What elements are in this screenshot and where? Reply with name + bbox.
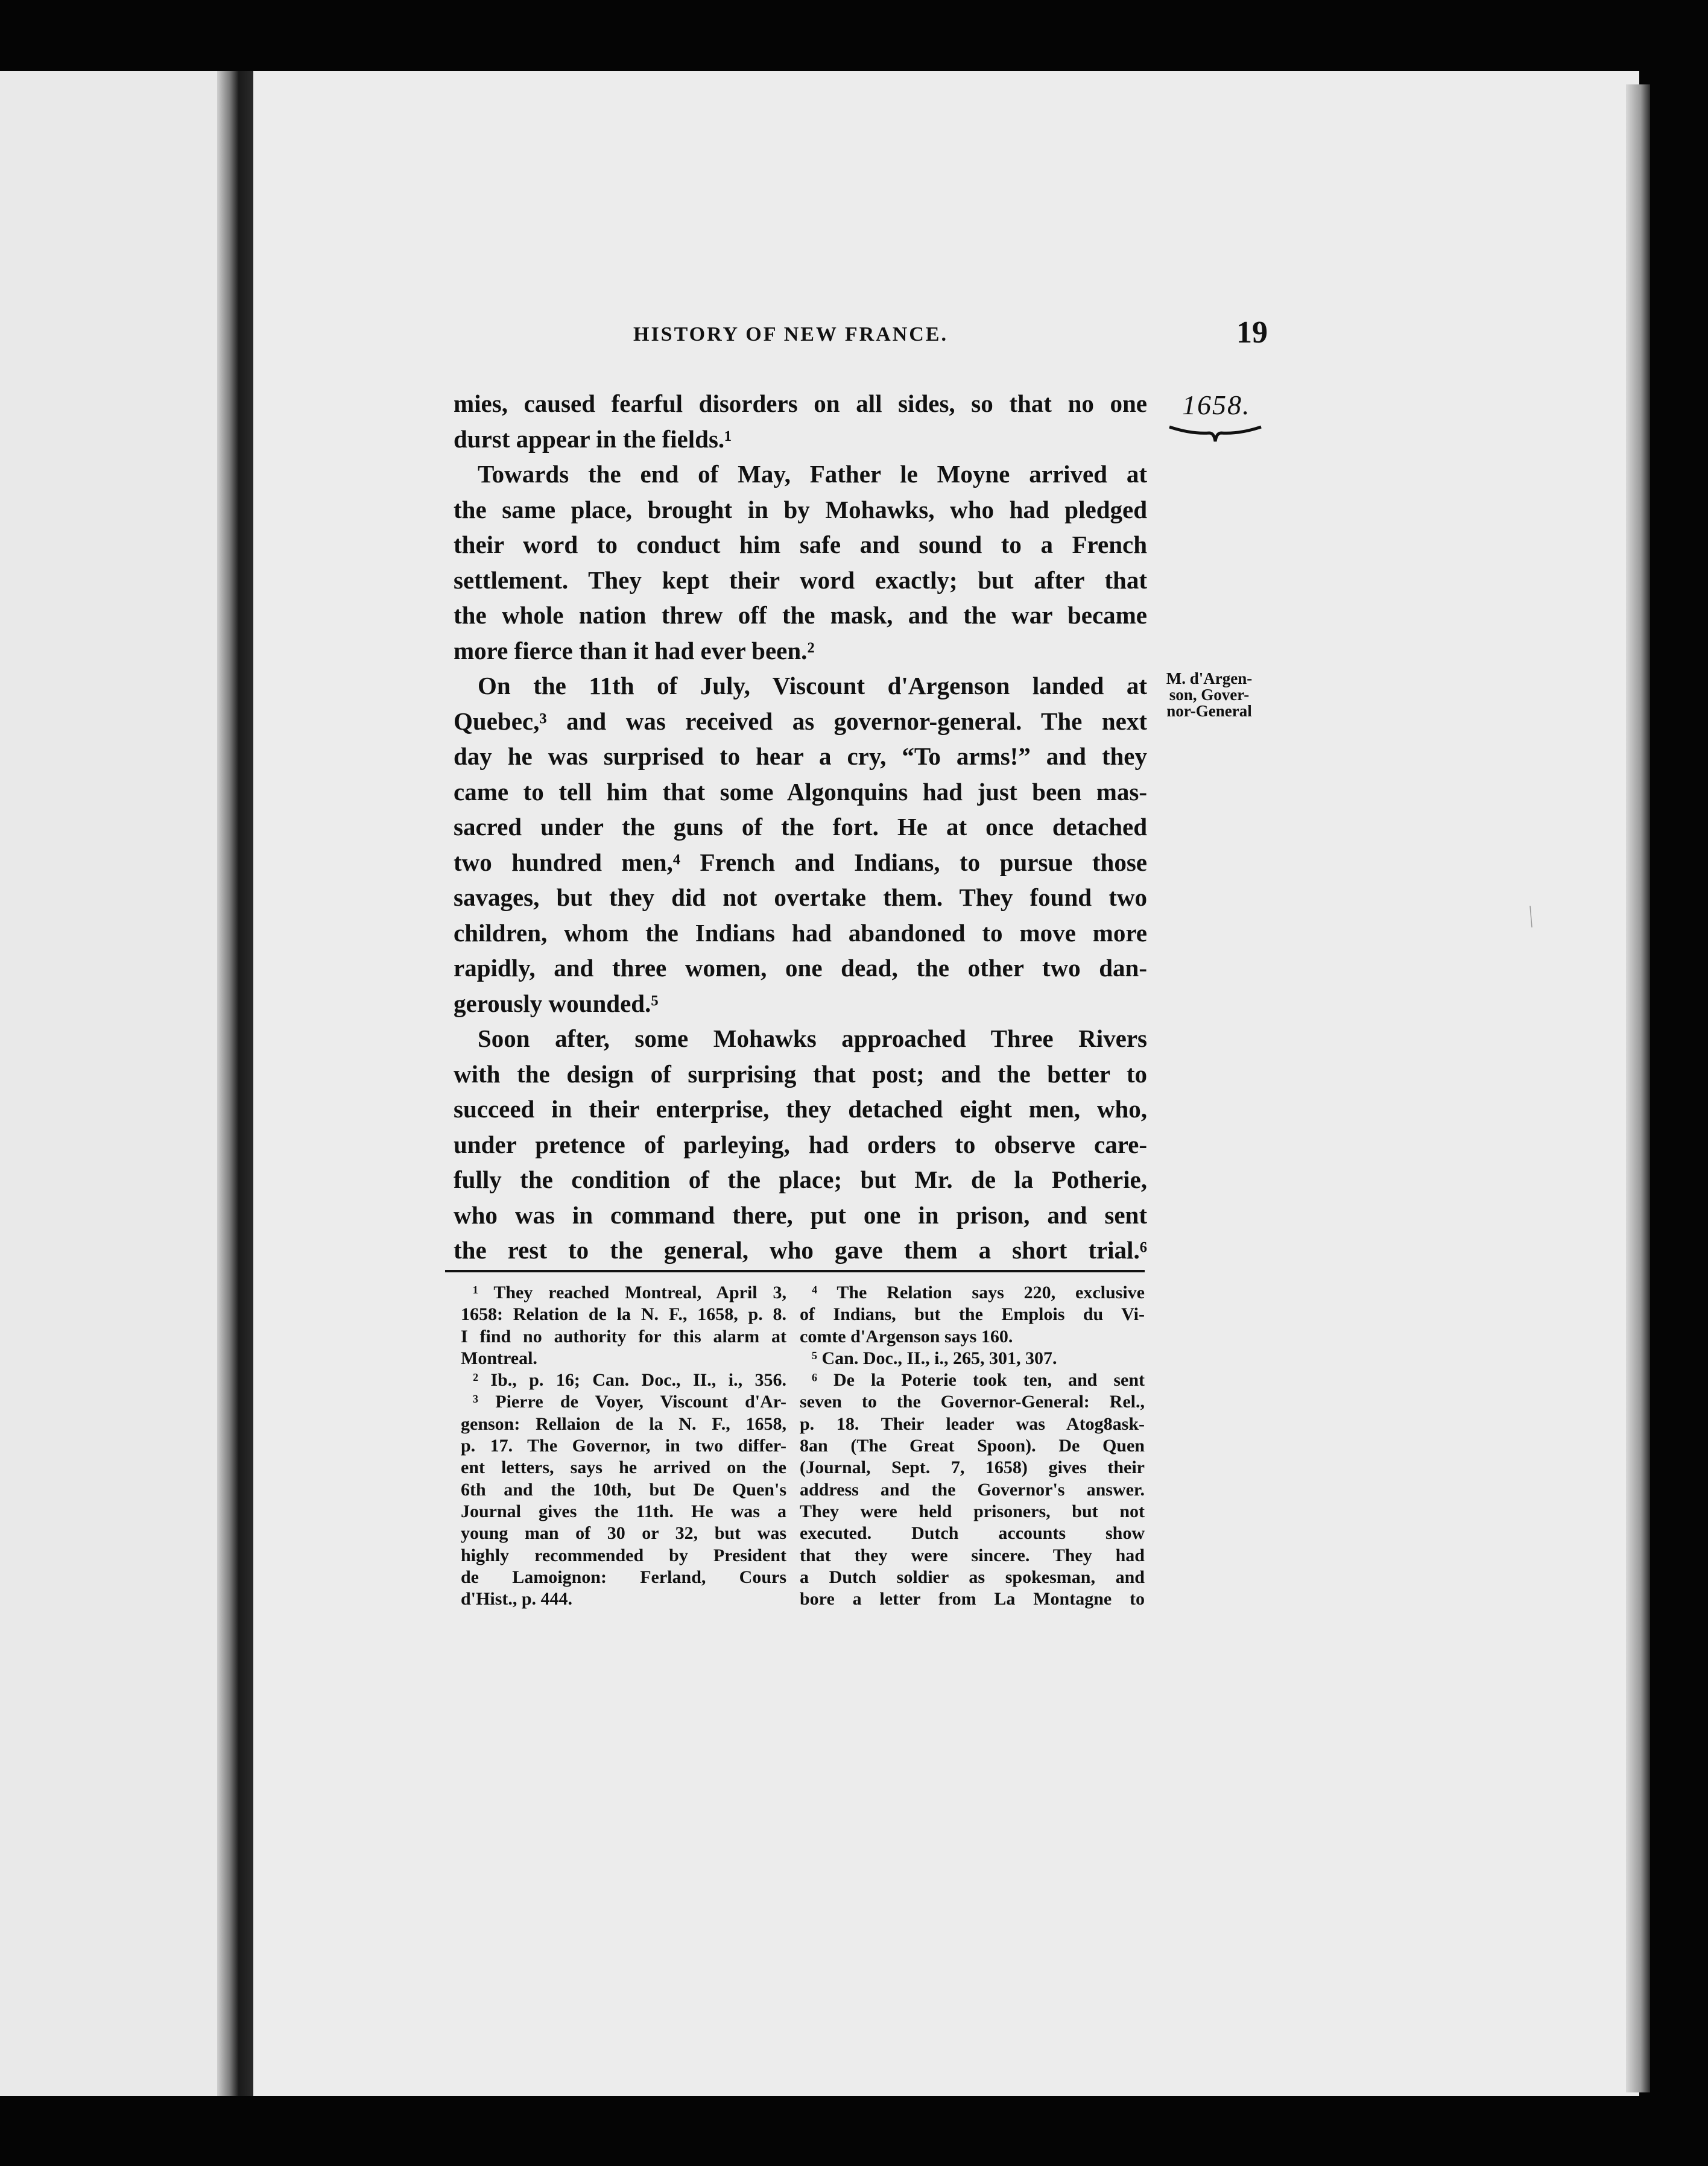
footnote-line: Journal gives the 11th. He was a	[461, 1501, 786, 1521]
body-line: Quebec,³ and was received as governor-general. The next	[454, 707, 1147, 735]
body-line: more fierce than it had ever been.²	[454, 636, 815, 665]
body-line: On the 11th of July, Viscount d'Argenson landed at	[478, 672, 1147, 699]
left-page	[0, 71, 229, 2096]
footnote-line: ¹ They reached Montreal, April 3,	[473, 1283, 786, 1302]
footnote-line: p. 17. The Governor, in two differ-	[461, 1436, 786, 1456]
footnote-line: genson: Rellaion de la N. F., 1658,	[461, 1413, 786, 1434]
footnote-line: highly recommended by President	[461, 1545, 786, 1565]
footnote-line: I find no authority for this alarm at	[461, 1326, 786, 1347]
body-line: Soon after, some Mohawks approached Three Rivers	[478, 1025, 1147, 1052]
body-line: day he was surprised to hear a cry, “To arms!” and they	[454, 742, 1147, 770]
footnote-rule	[445, 1270, 1145, 1272]
margin-brace	[1167, 422, 1264, 446]
footnote-line: Montreal.	[461, 1348, 537, 1368]
margin-note-line: nor-General	[1166, 702, 1252, 720]
body-line: durst appear in the fields.¹	[454, 425, 732, 453]
footnote-line: They were held prisoners, but not	[800, 1501, 1145, 1521]
footnote-line: address and the Governor's answer.	[800, 1479, 1145, 1500]
footnote-line: d'Hist., p. 444.	[461, 1589, 573, 1609]
margin-year: 1658.	[1182, 390, 1251, 420]
body-text	[454, 386, 1147, 1268]
body-line: two hundred men,⁴ French and Indians, to pursue those	[454, 848, 1147, 876]
footnote-line: comte d'Argenson says 160.	[800, 1326, 1013, 1347]
footnote-line: de Lamoignon: Ferland, Cours	[461, 1567, 786, 1587]
body-line: came to tell him that some Algonquins had just been mas-	[454, 777, 1147, 806]
margin-note	[1158, 671, 1260, 719]
margin-note-line: son, Gover-	[1169, 686, 1250, 704]
footnote-line: 8an (The Great Spoon). De Quen	[800, 1436, 1145, 1456]
footnote-line: ² Ib., p. 16; Can. Doc., II., i., 356.	[473, 1370, 786, 1391]
body-line: children, whom the Indians had abandoned to move more	[454, 918, 1147, 947]
footnotes-right-column	[800, 1282, 1145, 1610]
body-line: settlement. They kept their word exactly; but after that	[454, 566, 1147, 594]
footnote-line: 1658: Relation de la N. F., 1658, p. 8.	[461, 1304, 786, 1325]
footnote-line: (Journal, Sept. 7, 1658) gives their	[800, 1457, 1145, 1478]
body-line: succeed in their enterprise, they detached eight men, who,	[454, 1095, 1147, 1123]
footnote-line: bore a letter from La Montagne to	[800, 1589, 1145, 1609]
body-line: rapidly, and three women, one dead, the other two dan-	[454, 954, 1147, 982]
margin-note-line: M. d'Argen-	[1166, 669, 1253, 687]
footnote-line: ent letters, says he arrived on the	[461, 1457, 786, 1478]
body-line: the same place, brought in by Mohawks, who had pledged	[454, 495, 1147, 523]
paper-speck	[1528, 905, 1534, 929]
running-head: HISTORY OF NEW FRANCE.	[633, 323, 948, 346]
body-line: their word to conduct him safe and sound to a French	[454, 531, 1147, 558]
body-line: the rest to the general, who gave them a short trial.⁶	[454, 1236, 1147, 1264]
body-line: savages, but they did not overtake them. They found two	[454, 883, 1147, 911]
footnote-line: of Indians, but the Emplois du Vi-	[800, 1304, 1145, 1325]
footnotes-left-column	[461, 1282, 786, 1610]
page-edge	[1626, 84, 1650, 2092]
book-gutter	[217, 71, 253, 2096]
footnote-line: ⁴ The Relation says 220, exclusive	[812, 1283, 1145, 1302]
footnote-line: a Dutch soldier as spokesman, and	[800, 1567, 1145, 1587]
footnote-line: that they were sincere. They had	[800, 1545, 1145, 1565]
footnote-line: young man of 30 or 32, but was	[461, 1523, 786, 1544]
footnote-line: ⁶ De la Poterie took ten, and sent	[812, 1370, 1145, 1391]
body-line: Towards the end of May, Father le Moyne arrived at	[478, 460, 1147, 488]
page-number: 19	[1236, 315, 1268, 350]
footnote-line: executed. Dutch accounts show	[800, 1523, 1145, 1544]
footnote-line: ⁵ Can. Doc., II., i., 265, 301, 307.	[812, 1348, 1057, 1368]
footnote-line: ³ Pierre de Voyer, Viscount d'Ar-	[473, 1392, 786, 1412]
body-line: mies, caused fearful disorders on all sides, so that no one	[454, 390, 1147, 417]
body-line: the whole nation threw off the mask, and the war became	[454, 601, 1147, 629]
body-line: under pretence of parleying, had orders to observe care-	[454, 1130, 1147, 1158]
body-line: sacred under the guns of the fort. He at once detached	[454, 813, 1147, 841]
footnote-line: seven to the Governor-General: Rel.,	[800, 1392, 1145, 1412]
body-line: who was in command there, put one in prison, and sent	[454, 1201, 1147, 1229]
footnote-line: p. 18. Their leader was Atog8ask-	[800, 1413, 1145, 1434]
body-line: gerously wounded.⁵	[454, 989, 659, 1017]
footnote-line: 6th and the 10th, but De Quen's	[461, 1479, 786, 1500]
body-line: with the design of surprising that post; and the better to	[454, 1059, 1147, 1088]
body-line: fully the condition of the place; but Mr. de la Potherie,	[454, 1166, 1147, 1193]
